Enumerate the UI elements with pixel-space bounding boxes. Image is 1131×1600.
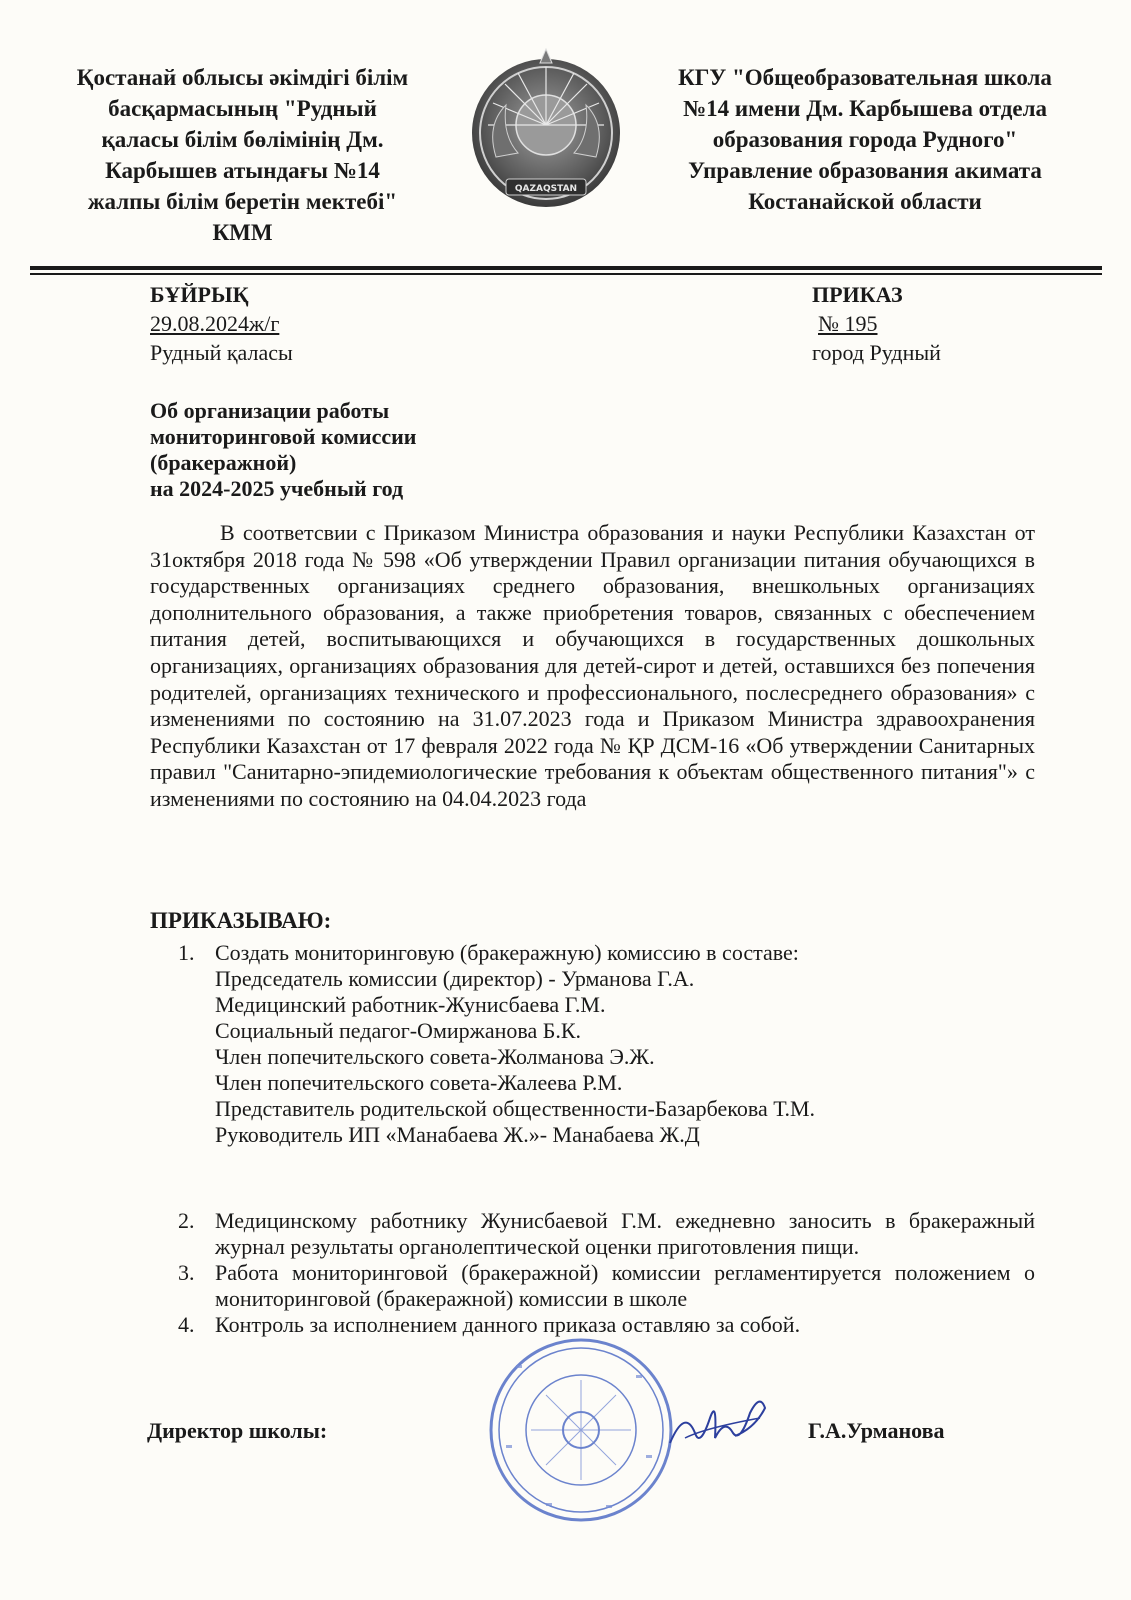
header-russian-line: образования города Рудного" <box>712 127 1018 152</box>
order-title-russian: ПРИКАЗ <box>812 282 903 307</box>
item-text: Медицинскому работнику Жунисбаевой Г.М. ежедневно заносить в бракеражный журнал результаты органолептической оценки приготовления пищи. <box>215 1208 1035 1259</box>
handwritten-signature-icon <box>665 1388 775 1458</box>
commission-member: Руководитель ИП «Манабаева Ж.»- Манабаева Ж.Д <box>215 1122 700 1147</box>
order-date: 29.08.2024ж/г <box>150 311 280 336</box>
item-text: Работа мониторинговой (бракеражной) комиссии регламентируется положением о мониторинговой (бракеражной) комиссии в школе <box>215 1260 1035 1311</box>
order-subject-line: на 2024-2025 учебный год <box>150 476 404 501</box>
state-emblem-icon <box>466 45 626 215</box>
emblem-text: QAZAQSTAN <box>514 184 578 194</box>
order-title-kazakh: БҰЙРЫҚ <box>150 282 249 307</box>
official-stamp-icon <box>486 1335 676 1525</box>
header-russian-line: №14 имени Дм. Карбышева отдела <box>682 96 1048 121</box>
header-kazakh-line: қаласы білім бөлімінің Дм. <box>101 127 384 152</box>
item-text: Контроль за исполнением данного приказа оставляю за собой. <box>215 1312 801 1337</box>
header-kazakh-line: Карбышев атындағы №14 <box>105 158 380 183</box>
order-subject-line: мониторинговой комиссии <box>150 424 417 449</box>
item-number: 2. <box>178 1208 195 1233</box>
order-subject-line: (бракеражной) <box>150 450 297 475</box>
order-item-3 <box>150 1260 1035 1312</box>
order-items-rest <box>150 1208 1035 1338</box>
header-russian-line: КГУ "Общеобразовательная школа <box>678 65 1052 90</box>
preamble-paragraph: В соответсвии с Приказом Министра образования и науки Республики Казахстан от 31октября 2018 года № 598 «Об утверждении Правил организации питания обучающихся в государственных организациях среднего образования, внешкольных организациях дополнительного образования, а также приобретения товаров, связанных с обеспечением питания детей, воспитывающихся и обучающихся в государственных дошкольных организациях, организациях образования для детей-сирот и детей, оставшихся без попечения родителей, организациях технического и профессионального, послесреднего образования» с изменениями по состоянию на 31.07.2023 года и Приказом Министра здравоохранения Республики Казахстан от 17 февраля 2022 года № ҚР ДСМ-16 «Об утверждении Санитарных правил "Санитарно-эпидемиологические требования к объектам общественного питания"» с изменениями по состоянию на 04.04.2023 года <box>150 520 1035 811</box>
header-kazakh-line: Қостанай облысы әкімдігі білім <box>76 65 409 90</box>
commission-member: Член попечительского совета-Жалеева Р.М. <box>215 1070 623 1095</box>
order-item-2 <box>150 1208 1035 1260</box>
header-kazakh-line: басқармасының "Рудный <box>108 96 377 121</box>
item-number: 4. <box>178 1312 195 1337</box>
commission-member: Член попечительского совета-Жолманова Э.Ж. <box>215 1044 655 1069</box>
header-russian <box>640 62 1090 217</box>
order-word: ПРИКАЗЫВАЮ: <box>150 908 332 933</box>
order-meta-kazakh <box>150 280 293 367</box>
commission-member: Председатель комиссии (директор) - Урманова Г.А. <box>215 966 695 991</box>
item-number: 3. <box>178 1260 195 1285</box>
order-subject <box>150 398 570 502</box>
order-item-1 <box>150 940 1035 1148</box>
order-meta-russian <box>812 280 941 367</box>
commission-members <box>215 966 1035 1148</box>
commission-member: Социальный педагог-Омиржанова Б.К. <box>215 1018 582 1043</box>
order-subject-line: Об организации работы <box>150 398 390 423</box>
header-divider-thin <box>30 273 1102 275</box>
header-russian-line: Управление образования акимата <box>688 158 1042 183</box>
header-kazakh-line: КММ <box>212 220 273 245</box>
header-russian-line: Костанайской области <box>748 189 982 214</box>
order-number: № 195 <box>818 311 878 336</box>
signature-name: Г.А.Урманова <box>808 1418 945 1443</box>
item-text: Создать мониторинговую (бракеражную) комиссию в составе: <box>215 940 799 965</box>
header-divider-thick <box>30 266 1102 270</box>
header-kazakh <box>40 62 445 248</box>
order-city-russian: город Рудный <box>812 340 941 365</box>
signature-title: Директор школы: <box>147 1418 328 1443</box>
order-city-kazakh: Рудный қаласы <box>150 340 293 365</box>
commission-member: Представитель родительской общественности-Базарбекова Т.М. <box>215 1096 816 1121</box>
header-kazakh-line: жалпы білім беретін мектебі" <box>87 189 398 214</box>
item-number: 1. <box>178 940 195 965</box>
commission-member: Медицинский работник-Жунисбаева Г.М. <box>215 992 606 1017</box>
